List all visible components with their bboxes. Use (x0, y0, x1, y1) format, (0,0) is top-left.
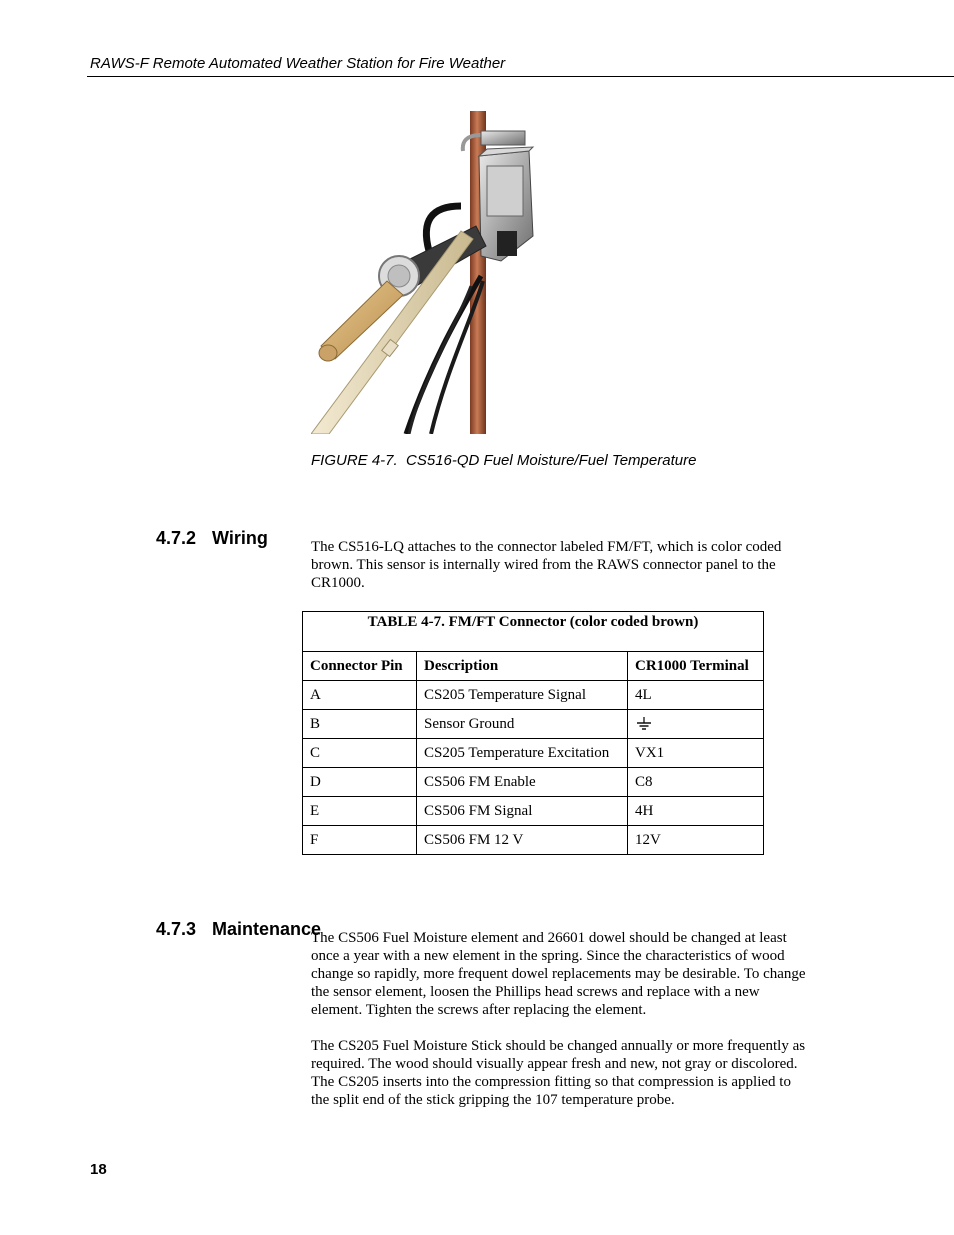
pin-cell: B (303, 710, 417, 739)
section-number: 4.7.3 (156, 919, 197, 939)
figure-caption: FIGURE 4-7. CS516-QD Fuel Moisture/Fuel Temperature (311, 452, 697, 469)
table-title-row (303, 612, 764, 652)
description-cell: CS506 FM Enable (417, 768, 628, 797)
description-cell: CS205 Temperature Excitation (417, 739, 628, 768)
pin-cell: A (303, 681, 417, 710)
table-row (303, 681, 764, 710)
column-header: CR1000 Terminal (628, 652, 764, 681)
description-cell: CS506 FM 12 V (417, 826, 628, 855)
sensor-photo (311, 111, 537, 434)
terminal-cell: VX1 (628, 739, 764, 768)
table-header-row (303, 652, 764, 681)
description-cell: Sensor Ground (417, 710, 628, 739)
table-title: TABLE 4-7. FM/FT Connector (color coded brown) (303, 612, 764, 652)
description-cell: CS205 Temperature Signal (417, 681, 628, 710)
pin-cell: D (303, 768, 417, 797)
section-heading-maintenance (146, 898, 321, 940)
pin-cell: E (303, 797, 417, 826)
column-header: Description (417, 652, 628, 681)
maintenance-paragraph-2 (311, 1037, 811, 1109)
terminal-cell: 4L (628, 681, 764, 710)
section-heading-wiring (146, 507, 268, 549)
table-row (303, 826, 764, 855)
ground-icon (635, 717, 653, 731)
pin-cell: F (303, 826, 417, 855)
header-rule (87, 76, 954, 77)
column-header: Connector Pin (303, 652, 417, 681)
running-header: RAWS-F Remote Automated Weather Station for Fire Weather (90, 55, 506, 72)
wiring-paragraph (311, 538, 811, 592)
pin-cell: C (303, 739, 417, 768)
connector-table (302, 611, 764, 855)
description-cell: CS506 FM Signal (417, 797, 628, 826)
terminal-cell (628, 710, 764, 739)
section-title: Wiring (212, 528, 268, 548)
table-row (303, 768, 764, 797)
table-row (303, 710, 764, 739)
section-title: Maintenance (212, 919, 322, 939)
maintenance-paragraph-1 (311, 929, 811, 1019)
terminal-cell: 12V (628, 826, 764, 855)
paragraph: The CS205 Fuel Moisture Stick should be changed annually or more frequently as required. The wood should visually appear fresh and new, not gray or discolored. The CS205 inserts into the compression fitting so that compression is applied to the split end of the stick gripping the 107 temperature probe. (311, 1038, 806, 1108)
table-row (303, 739, 764, 768)
paragraph: The CS516-LQ attaches to the connector labeled FM/FT, which is color coded brown. This sensor is internally wired from the RAWS connector panel to the CR1000. (311, 539, 782, 591)
terminal-cell: C8 (628, 768, 764, 797)
table-row (303, 797, 764, 826)
paragraph: The CS506 Fuel Moisture element and 26601 dowel should be changed at least once a year with a new element in the spring. Since the characteristics of wood change so rapidly, more frequent dowel replacements may be desirable. To change the sensor element, loosen the Phillips head screws and replace with a new element. Tighten the screws after replacing the element. (311, 930, 806, 1018)
section-number: 4.7.2 (156, 528, 197, 548)
page-number: 18 (90, 1161, 107, 1178)
terminal-cell: 4H (628, 797, 764, 826)
